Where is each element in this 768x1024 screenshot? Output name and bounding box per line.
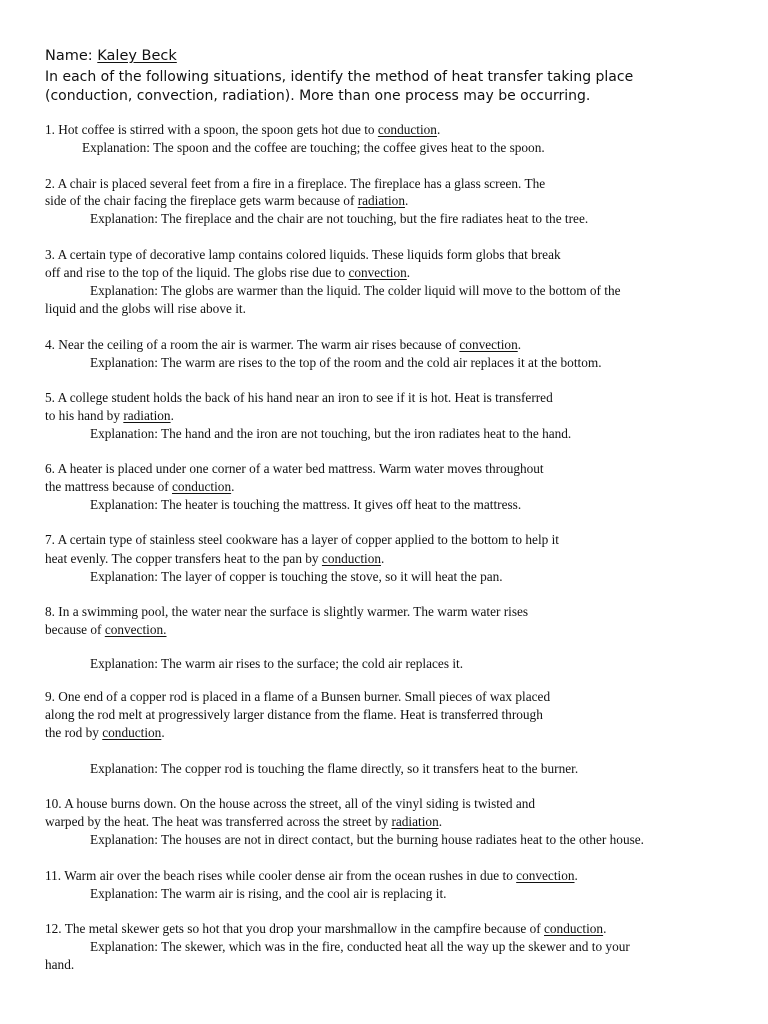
question-text: 6. A heater is placed under one corner of a water bed mattress. Warm water moves throughout [45, 461, 544, 476]
question-9-line [45, 707, 543, 723]
question-text: the mattress because of [45, 479, 173, 494]
question-10-line [45, 796, 535, 812]
question-7-line [45, 532, 559, 548]
question-8-line [45, 622, 166, 638]
instructions-line-2: (conduction, convection, radiation). More than one process may be occurring. [45, 88, 591, 104]
question-3-line [45, 247, 561, 263]
answer: conduction [102, 725, 162, 740]
answer: radiation [123, 408, 171, 423]
explanation-1: Explanation: The spoon and the coffee are touching; the coffee gives heat to the spoon. [82, 140, 545, 155]
explanation-3: Explanation: The globs are warmer than the liquid. The colder liquid will move to the bottom of the [90, 283, 621, 298]
question-11-line [45, 868, 578, 884]
explanation-6: Explanation: The heater is touching the mattress. It gives off heat to the mattress. [90, 497, 522, 512]
question-7-line [45, 551, 384, 567]
question-5-line [45, 390, 553, 406]
question-punctuation: . [438, 814, 443, 829]
question-text: because of [45, 622, 105, 637]
question-9-line [45, 689, 550, 705]
question-text: 12. The metal skewer gets so hot that you drop your marshmallow in the campfire because of [45, 921, 544, 936]
answer: conduction [321, 551, 382, 566]
question-punctuation: . [231, 479, 235, 494]
question-text: 9. One end of a copper rod is placed in a flame of a Bunsen burner. Small pieces of wax placed [45, 689, 551, 704]
student-name: Kaley Beck [97, 48, 177, 64]
question-text: 8. In a swimming pool, the water near the surface is slightly warmer. The warm water rises [45, 604, 529, 619]
answer: radiation [391, 814, 439, 829]
question-text: 3. A certain type of decorative lamp contains colored liquids. These liquids form globs that break [45, 247, 561, 262]
explanation-12: hand. [45, 957, 75, 972]
question-punctuation: . [404, 193, 409, 208]
question-text: along the rod melt at progressively larger distance from the flame. Heat is transferred through [45, 707, 543, 722]
explanation-5: Explanation: The hand and the iron are not touching, but the iron radiates heat to the hand. [90, 426, 572, 441]
explanation-10: Explanation: The houses are not in direct contact, but the burning house radiates heat to the other house. [90, 832, 645, 847]
student-name-line [45, 47, 177, 65]
question-text: 4. Near the ceiling of a room the air is warmer. The warm air rises because of [45, 337, 460, 352]
explanation-8: Explanation: The warm air rises to the surface; the cold air replaces it. [90, 656, 464, 671]
question-text: 10. A house burns down. On the house across the street, all of the vinyl siding is twisted and [45, 796, 536, 811]
question-3-line [45, 265, 410, 281]
question-punctuation: . [436, 122, 441, 137]
question-text: off and rise to the top of the liquid. The globs rise due to [45, 265, 349, 280]
question-punctuation: . [161, 725, 165, 740]
question-10-line [45, 814, 442, 830]
question-text: 11. Warm air over the beach rises while cooler dense air from the ocean rushes in due to [45, 868, 517, 883]
question-4-line [45, 337, 521, 353]
question-text: 5. A college student holds the back of his hand near an iron to see if it is hot. Heat is transferred [45, 390, 553, 405]
name-label: Name: [45, 48, 98, 64]
explanation-7: Explanation: The layer of copper is touching the stove, so it will heat the pan. [90, 569, 503, 584]
explanation-12: Explanation: The skewer, which was in the fire, conducted heat all the way up the skewer and to your [90, 939, 630, 954]
question-text: warped by the heat. The heat was transferred across the street by [45, 814, 392, 829]
answer: conduction [172, 479, 232, 494]
question-12-line [45, 921, 606, 937]
question-6-line [45, 461, 544, 477]
explanation-2: Explanation: The fireplace and the chair are not touching, but the fire radiates heat to the tree. [90, 211, 589, 226]
question-1-line [45, 122, 440, 138]
question-8-line [45, 604, 528, 620]
explanation-11: Explanation: The warm air is rising, and the cool air is replacing it. [90, 886, 447, 901]
question-text: to his hand by [45, 408, 124, 423]
question-punctuation: . [406, 265, 411, 280]
instructions [45, 68, 633, 106]
question-punctuation: . [574, 868, 578, 883]
question-5-line [45, 408, 174, 424]
question-text: 7. A certain type of stainless steel cookware has a layer of copper applied to the bottom to help it [45, 532, 559, 547]
explanation-9: Explanation: The copper rod is touching the flame directly, so it transfers heat to the burner. [90, 761, 579, 776]
question-punctuation: . [381, 551, 385, 566]
question-punctuation: . [517, 337, 522, 352]
answer: convection [516, 868, 575, 883]
answer: conduction [377, 122, 437, 137]
question-text: heat evenly. The copper transfers heat to the pan by [45, 551, 322, 566]
answer: convection [459, 337, 518, 352]
question-text: 2. A chair is placed several feet from a fire in a fireplace. The fireplace has a glass screen. The [45, 176, 546, 191]
instructions-line-1: In each of the following situations, identify the method of heat transfer taking place [45, 69, 634, 85]
question-text: the rod by [45, 725, 103, 740]
question-punctuation: . [603, 921, 607, 936]
answer: convection. [104, 622, 167, 637]
question-text: side of the chair facing the fireplace gets warm because of [45, 193, 358, 208]
answer: conduction [544, 921, 604, 936]
answer: convection [348, 265, 407, 280]
answer: radiation [357, 193, 405, 208]
question-text: 1. Hot coffee is stirred with a spoon, the spoon gets hot due to [45, 122, 378, 137]
explanation-4: Explanation: The warm are rises to the top of the room and the cold air replaces it at the bottom. [90, 355, 602, 370]
question-2-line [45, 176, 545, 192]
question-2-line [45, 193, 408, 209]
explanation-3: liquid and the globs will rise above it. [45, 301, 246, 316]
question-punctuation: . [170, 408, 174, 423]
question-9-line [45, 725, 165, 741]
question-6-line [45, 479, 234, 495]
